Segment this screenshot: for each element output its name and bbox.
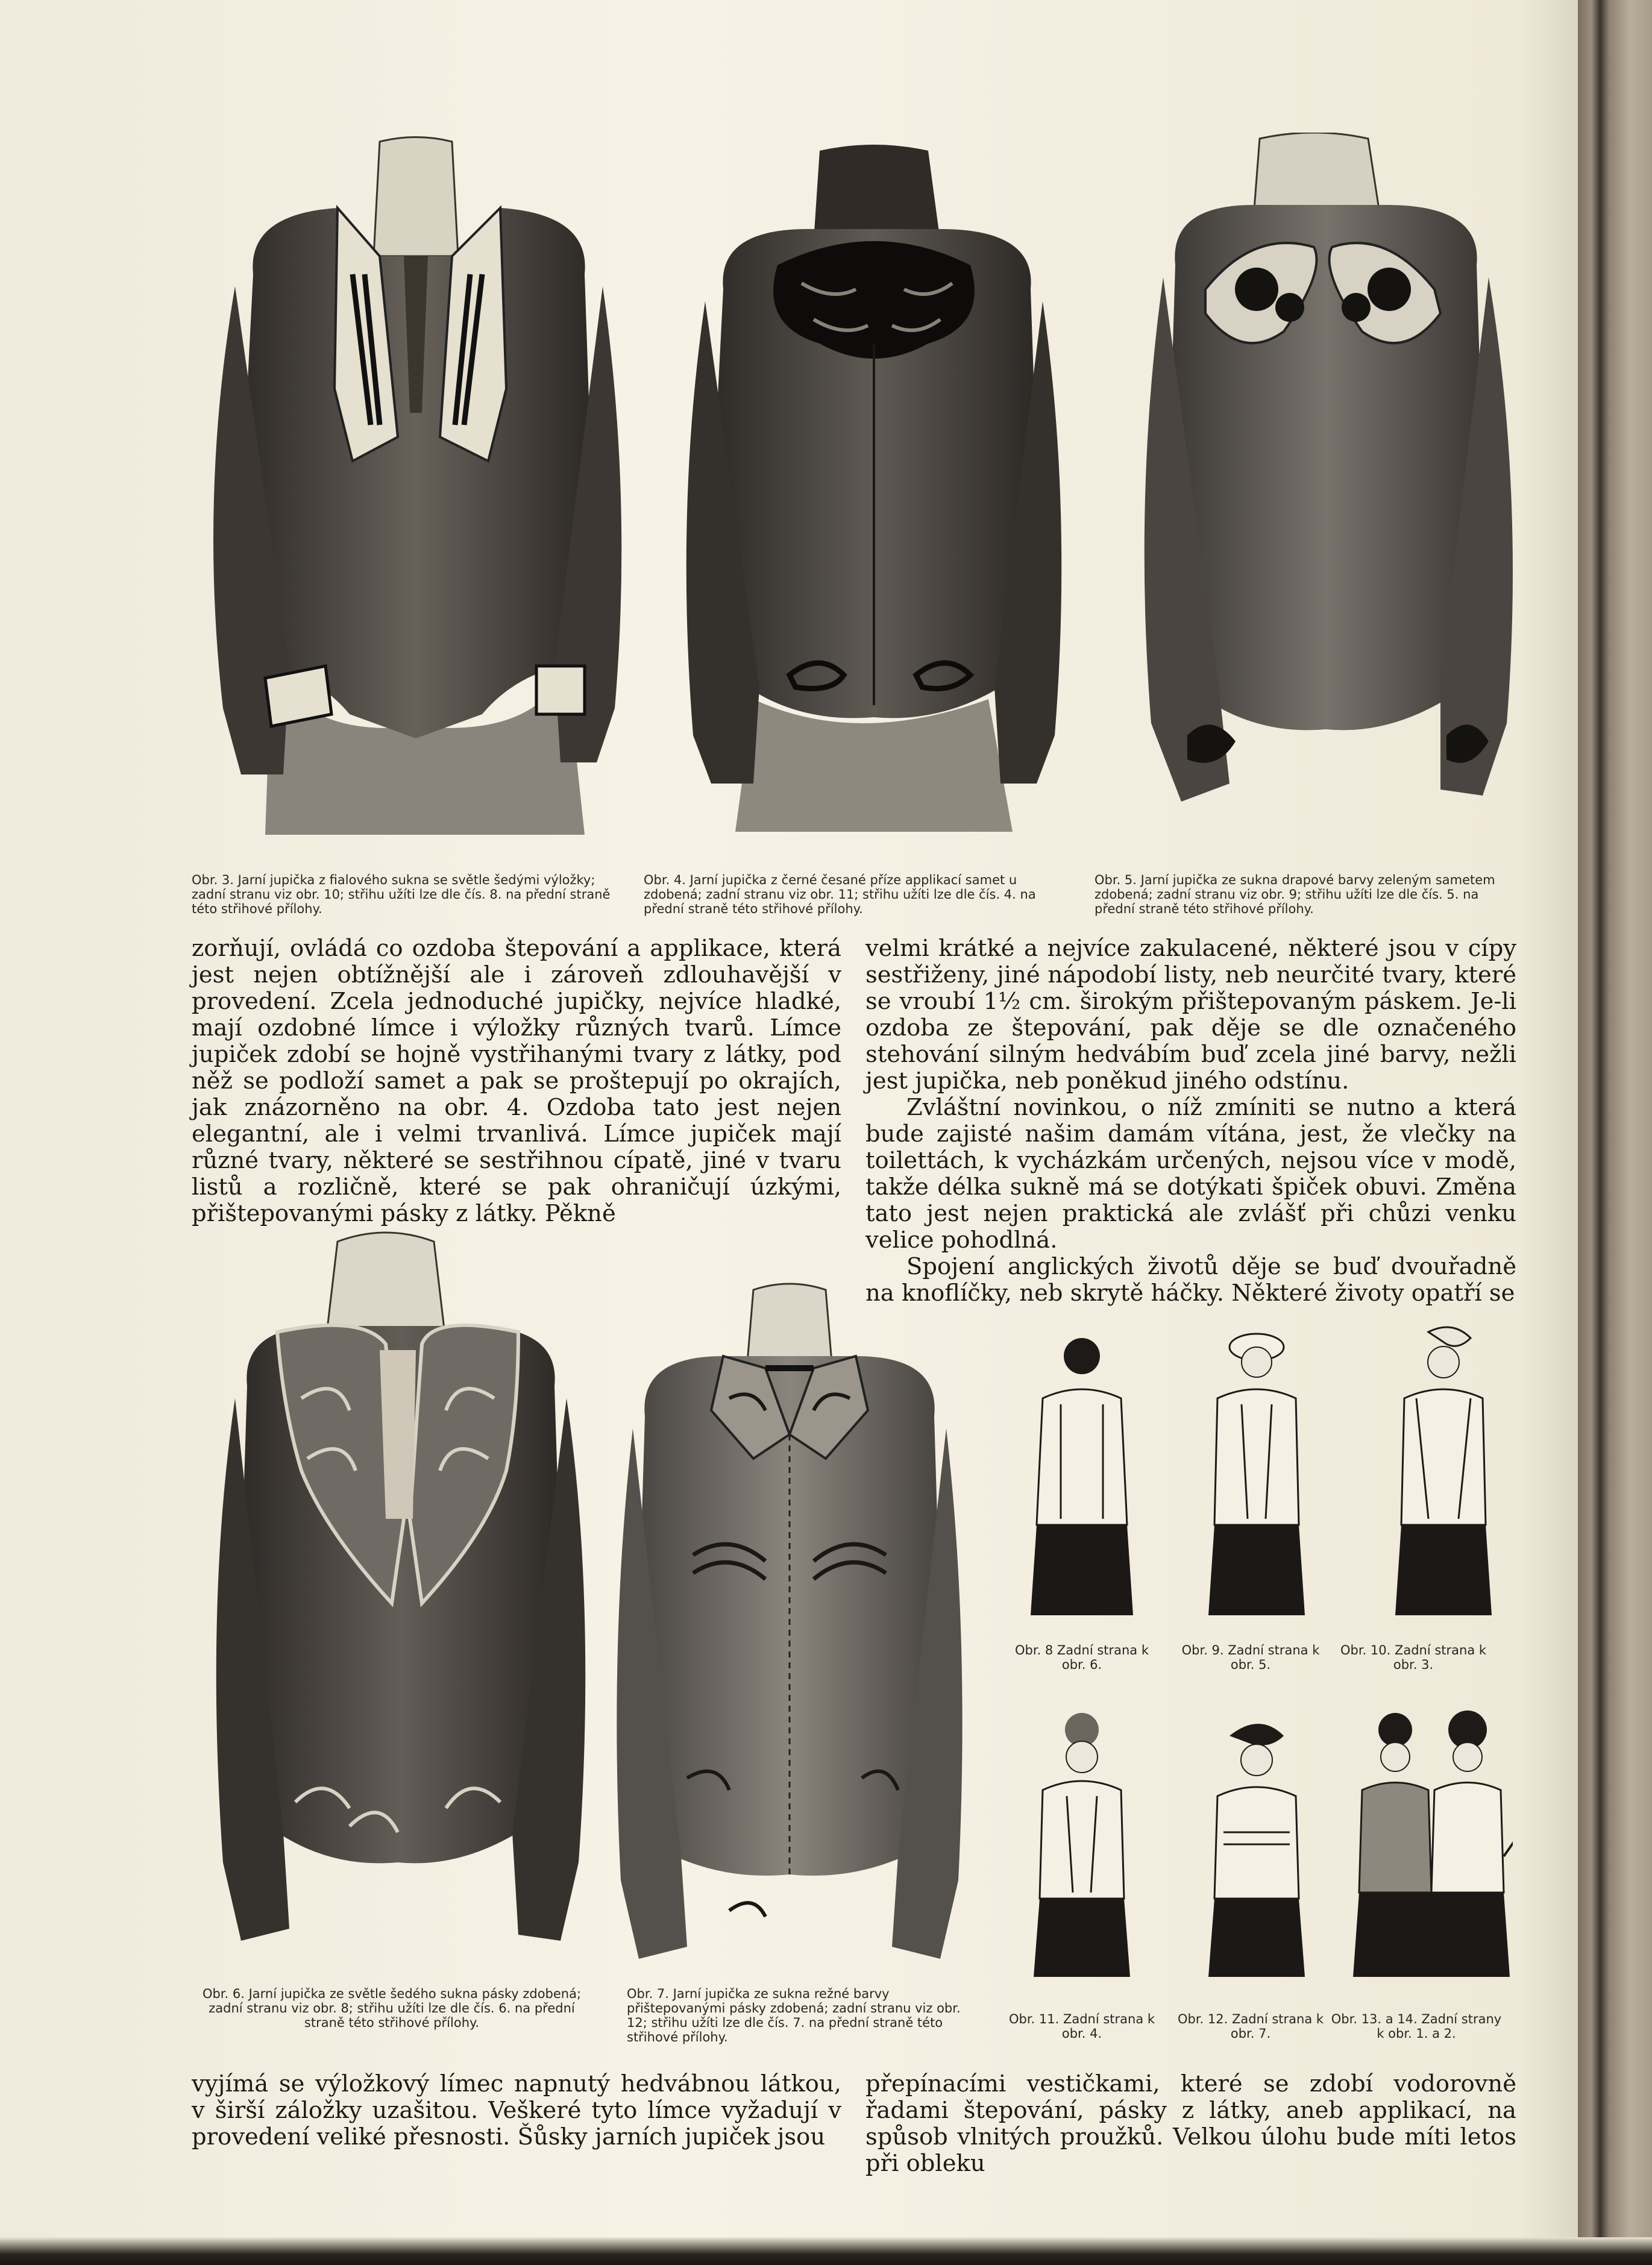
figure-obr6-jacket-illustration: [205, 1230, 591, 1965]
figure-obr12-back-view: [1199, 1712, 1314, 1977]
figure-obr3-jacket-illustration: [199, 136, 633, 835]
figure-obr4-jacket-illustration: [675, 145, 1073, 832]
figure-obr11-back-view: [1025, 1706, 1139, 1977]
figure-obr8-back-view: [1025, 1326, 1139, 1615]
paragraph: Spojení anglických životů děje se buď dvouřadně na knoflíčky, neb skrytě háčky. Některé životy opatří se: [865, 1253, 1516, 1307]
caption-obr7: Obr. 7. Jarní jupička ze sukna režné barvy přištepovanými pásky zdobená; zadní stranu viz obr. 12; střihu užíti lze dle čís. 7. na přední straně této střihové přílohy.: [627, 1987, 961, 2044]
article-text-right-bottom: [865, 2071, 1516, 2177]
figure-obr7-jacket-illustration: [609, 1278, 970, 1977]
caption-obr8: Obr. 8 Zadní strana k obr. 6.: [1014, 1643, 1149, 1672]
paragraph: zorňují, ovládá co ozdoba štepování a applikace, která jest nejen obtížnější ale i zároveň zdlouhavější v provedení. Zcela jednoduché jupičky, nejvíce hladké, mají ozdobné límce i výložky různých tvarů. Límce jupiček zdobí se hojně vystřihanými tvary z látky, pod něž se podloží samet a pak se proštepují po okrajích, jak znázorněno na obr. 4. Ozdoba tato jest nejen elegantní, ale i velmi trvanlivá. Límce jupiček mají různé tvary, některé se sestřihnou cípatě, jiné v tvaru listů a rozličně, které se pak ohraničují úzkými, přištepovanými pásky z látky. Pěkně: [192, 935, 841, 1227]
caption-obr6: Obr. 6. Jarní jupička ze světle šedého sukna pásky zdobená; zadní stranu viz obr. 8; střihu užíti lze dle čís. 6. na přední straně této střihové přílohy.: [202, 1987, 582, 2030]
article-text-left-top: [192, 935, 841, 1227]
figure-obr5-jacket-illustration: [1133, 133, 1531, 832]
paragraph: velmi krátké a nejvíce zakulacené, některé jsou v cípy sestřiženy, jiné nápodobí listy, neb neurčité tvary, které se vroubí 1½ cm. širokým přištepovaným páskem. Je-li ozdoba ze štepování, pak děje se dle označeného stehování silným hedvábím buď zcela jiné barvy, nežli jest jupička, neb poněkud jiného odstínu.: [865, 935, 1516, 1095]
paragraph: přepínacími vestičkami, které se zdobí vodorovně řadami štepování, pásky z látky, aneb applikací, na spůsob vlnitých proužků. Velkou úlohu bude míti letos při obleku: [865, 2070, 1516, 2177]
caption-obr12: Obr. 12. Zadní strana k obr. 7.: [1177, 2012, 1324, 2041]
article-text-left-bottom: [192, 2071, 841, 2150]
figure-obr13-14-back-views: [1350, 1706, 1513, 1977]
caption-obr4: Obr. 4. Jarní jupička z černé česané příze applikací samet u zdobená; zadní stranu viz obr. 11; střihu užíti lze dle čís. 4. na přední straně této střihové přílohy.: [644, 873, 1036, 916]
figure-obr10-back-view: [1386, 1320, 1501, 1615]
caption-obr9: Obr. 9. Zadní strana k obr. 5.: [1181, 1643, 1320, 1672]
article-text-right-top: [865, 935, 1516, 1307]
page-bottom-shadow: [0, 2237, 1652, 2265]
caption-obr5: Obr. 5. Jarní jupička ze sukna drapové barvy zeleným sametem zdobená; zadní stranu viz obr. 9; střihu užíti lze dle čís. 5. na přední straně této střihové přílohy.: [1095, 873, 1495, 916]
paragraph: vyjímá se výložkový límec napnutý hedvábnou látkou, v širší záložky uzašitou. Veškeré tyto límce vyžadují v provedení veliké přesnosti. Šůsky jarních jupiček jsou: [192, 2070, 841, 2150]
paragraph: Zvláštní novinkou, o níž zmíniti se nutno a která bude zajisté našim damám vítána, jest, že vlečky na toilettách, k vycházkám určených, nejsou více v modě, takže délka sukně má se dotýkati špiček obuvi. Změna tato jest nejen praktická ale zvlášť při chůzi venku velice pohodlná.: [865, 1094, 1516, 1254]
caption-obr3: Obr. 3. Jarní jupička z fialového sukna se světle šedými výložky; zadní stranu viz obr. 10; střihu užíti lze dle čís. 8. na přední straně této střihové přílohy.: [192, 873, 611, 916]
binding-edge: [1578, 0, 1652, 2265]
caption-obr11: Obr. 11. Zadní strana k obr. 4.: [1008, 2012, 1155, 2041]
caption-obr10: Obr. 10. Zadní strana k obr. 3.: [1340, 1643, 1487, 1672]
figure-obr9-back-view: [1199, 1320, 1314, 1615]
caption-obr13-14: Obr. 13. a 14. Zadní strany k obr. 1. a 2.: [1331, 2012, 1502, 2041]
